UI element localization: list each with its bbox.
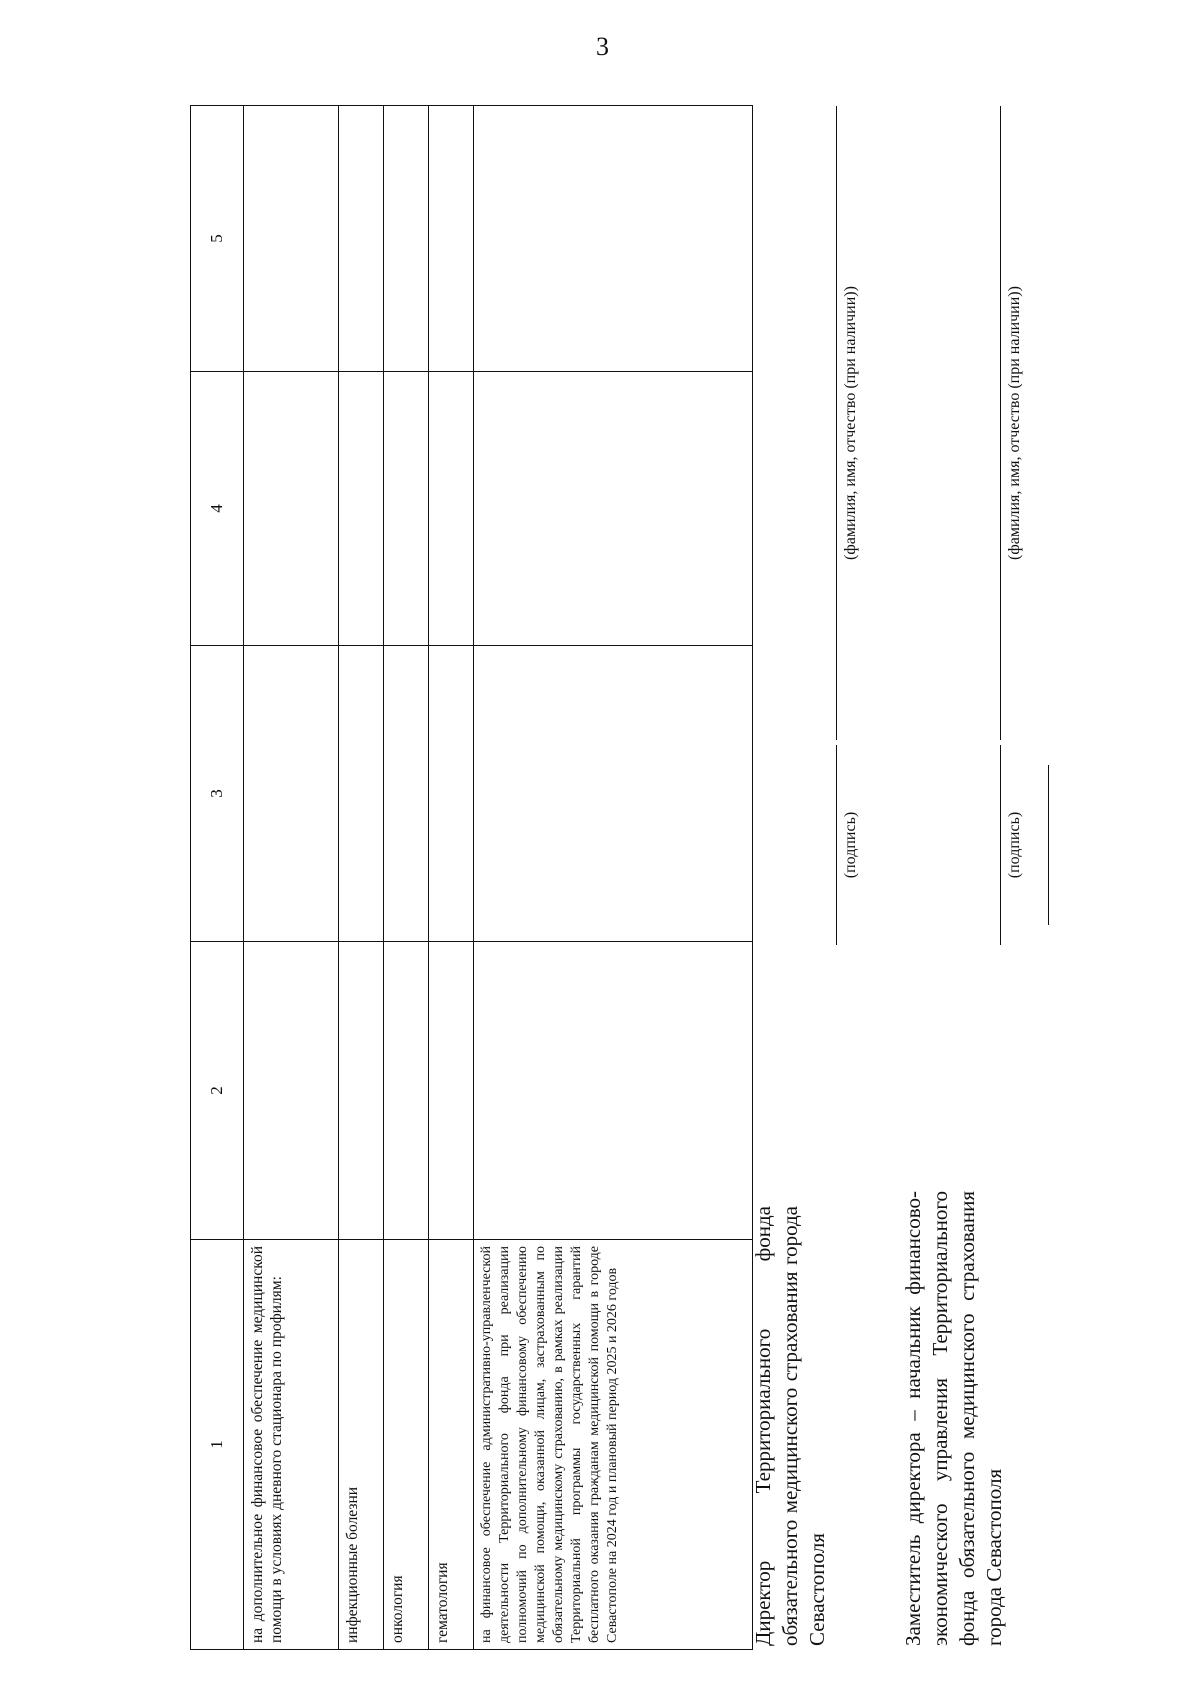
table-cell <box>384 372 429 646</box>
table-cell <box>474 942 753 1240</box>
table-cell <box>244 646 339 942</box>
table-cell <box>244 106 339 372</box>
table-row <box>244 106 339 1650</box>
deputy-signature-block <box>900 106 1050 1650</box>
row-label: гематология <box>429 1240 474 1650</box>
column-header: 3 <box>191 646 244 942</box>
table-header-row <box>191 106 244 1650</box>
name-line <box>1000 106 1001 740</box>
column-header: 2 <box>191 942 244 1240</box>
column-header: 4 <box>191 372 244 646</box>
row-label: инфекционные болезни <box>339 1240 384 1650</box>
director-signature-block <box>750 106 900 1650</box>
table-cell <box>384 646 429 942</box>
table-cell <box>474 106 753 372</box>
table-cell <box>339 372 384 646</box>
table-cell <box>474 646 753 942</box>
table-cell <box>244 942 339 1240</box>
row-label: на финансовое обеспечение административно-управленческой деятельности Территориального фонда при реализации полномочий по дополнительному финансовому обеспечению медицинской помощи, оказанной лицам, застрахованным по обязательному медицинскому страхованию, в рамках реализации Территориальной программы государственных гарантий бесплатного оказания гражданам медицинской помощи в городе Севастополе на 2024 год и плановый период 2025 и 2026 годов <box>474 1240 753 1650</box>
deputy-title: Заместитель директора – начальник финансово-экономического управления Территориального фонда обязательного медицинского страхования города Севастополя <box>901 1191 1006 1646</box>
table-row <box>339 106 384 1650</box>
table-row <box>429 106 474 1650</box>
name-caption: (фамилия, имя, отчество (при наличии)) <box>1006 286 1023 560</box>
name-caption: (фамилия, имя, отчество (при наличии)) <box>842 286 859 560</box>
name-line <box>836 106 837 740</box>
signature-caption: (подпись) <box>842 811 859 879</box>
page-number: 3 <box>596 32 609 61</box>
row-label: на дополнительное финансовое обеспечение медицинской помощи в условиях дневного стационара по профилям: <box>244 1240 339 1650</box>
table-cell <box>384 106 429 372</box>
extra-line <box>1048 765 1049 925</box>
table-cell <box>429 106 474 372</box>
table-cell <box>474 372 753 646</box>
rotated-content <box>190 50 1090 1650</box>
table-cell <box>429 942 474 1240</box>
table-cell <box>339 646 384 942</box>
row-label: онкология <box>384 1240 429 1650</box>
table-cell <box>429 646 474 942</box>
table-row <box>474 106 753 1650</box>
column-header: 1 <box>191 1240 244 1650</box>
table-cell <box>384 942 429 1240</box>
table-row <box>384 106 429 1650</box>
column-header: 5 <box>191 106 244 372</box>
director-title: Директор Территориального фонда обязательного медицинского страхования города Севастополя <box>751 1206 829 1646</box>
table-cell <box>429 372 474 646</box>
signature-line <box>1000 745 1001 945</box>
table-cell <box>339 942 384 1240</box>
table-cell <box>244 372 339 646</box>
signature-caption: (подпись) <box>1006 811 1023 879</box>
funding-table <box>190 105 753 1650</box>
table-cell <box>339 106 384 372</box>
signatures-section <box>750 106 1050 1650</box>
signature-line <box>836 745 837 945</box>
